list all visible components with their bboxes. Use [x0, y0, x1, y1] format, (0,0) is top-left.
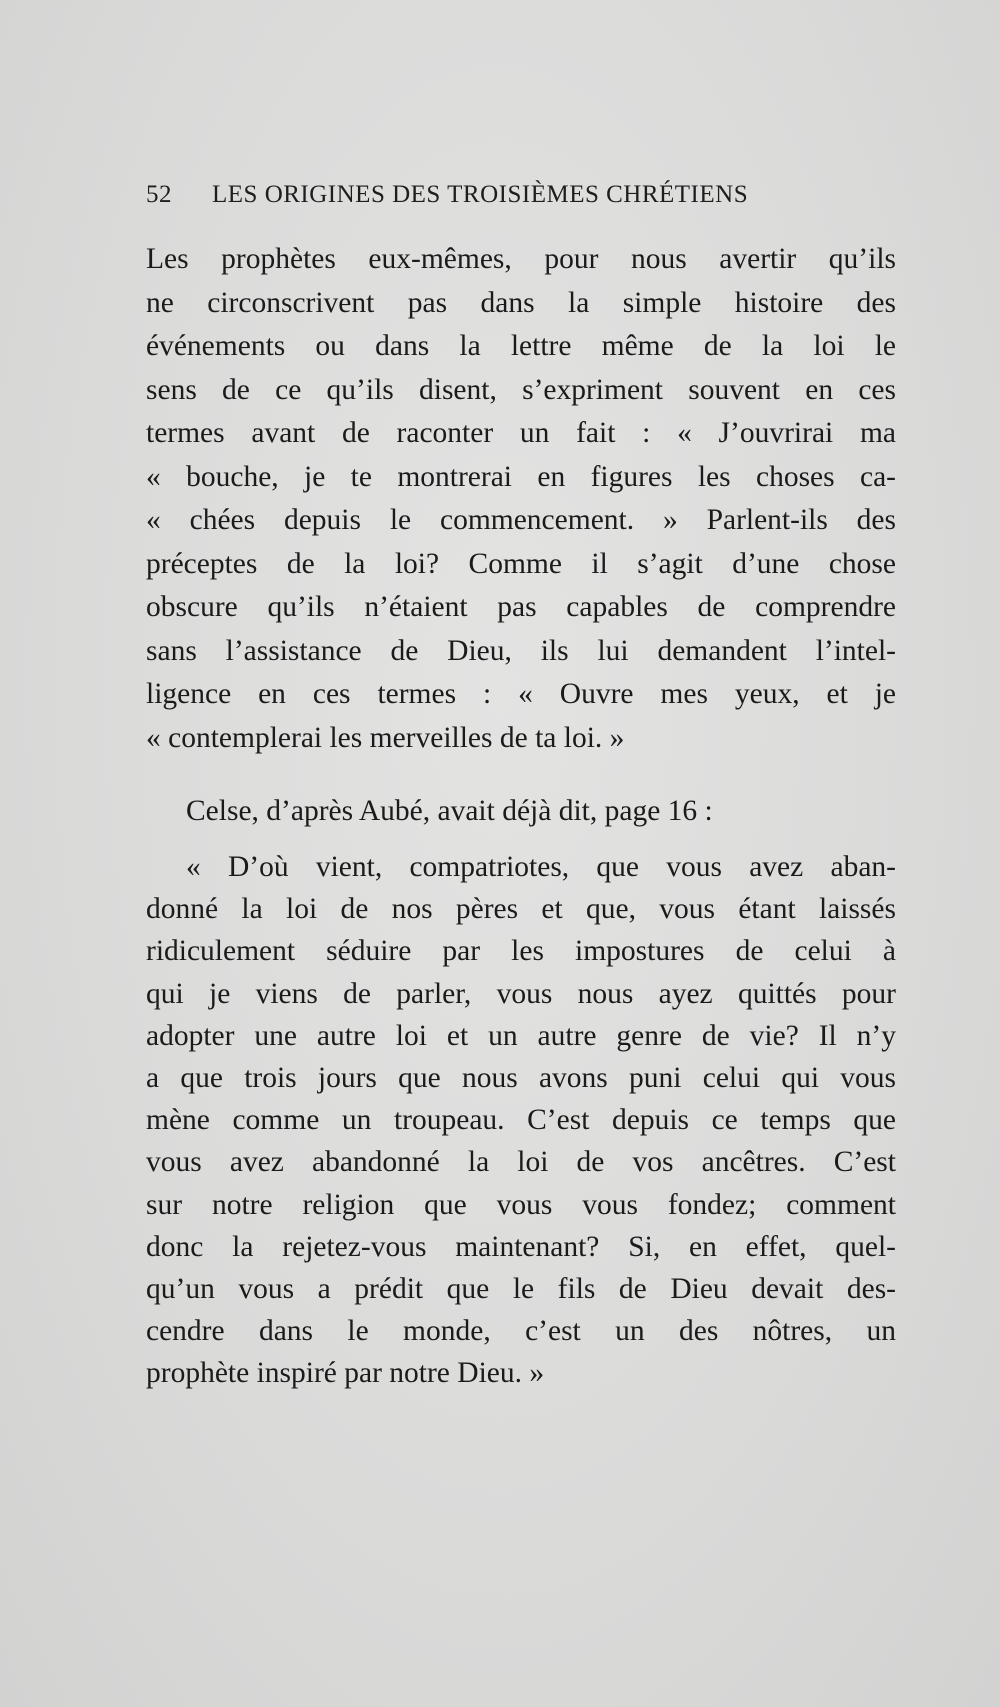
text-line: « D’où vient, compatriotes, que vous avez aban-: [186, 851, 896, 883]
text-line: « chées depuis le commencement. » Parlent-ils des: [146, 504, 896, 536]
paragraph-prophets: [146, 238, 896, 760]
text-line: vous avez abandonné la loi de vos ancêtres. C’est: [146, 1146, 896, 1179]
text-line: sur notre religion que vous vous fondez; comment: [146, 1188, 896, 1221]
text-line: adopter une autre loi et un autre genre de vie? Il n’y: [146, 1019, 896, 1052]
page-number: 52: [146, 181, 172, 208]
text-line: qu’un vous a prédit que le fils de Dieu devait des-: [146, 1272, 896, 1305]
text-line: a que trois jours que nous avons puni celui qui vous: [146, 1061, 896, 1094]
paragraph-celse-quote: [146, 846, 896, 1394]
running-header: [146, 181, 826, 217]
text-line: Celse, d’après Aubé, avait déjà dit, page 16 :: [186, 795, 713, 827]
text-line: termes avant de raconter un fait : « J’ouvrirai ma: [146, 417, 896, 449]
text-line: Les prophètes eux-mêmes, pour nous avertir qu’ils: [146, 243, 896, 275]
text-line: obscure qu’ils n’étaient pas capables de comprendre: [146, 591, 896, 623]
running-title: LES ORIGINES DES TROISIÈMES CHRÉTIENS: [212, 181, 749, 208]
text-line: sens de ce qu’ils disent, s’expriment souvent en ces: [146, 373, 896, 406]
text-line: mène comme un troupeau. C’est depuis ce temps que: [146, 1104, 896, 1137]
text-line: donné la loi de nos pères et que, vous étant laissés: [146, 893, 896, 926]
text-line: prophète inspiré par notre Dieu. »: [146, 1357, 545, 1390]
text-line: ne circonscrivent pas dans la simple histoire des: [146, 286, 896, 319]
text-line: « bouche, je te montrerai en figures les choses ca-: [146, 460, 896, 493]
text-line: donc la rejetez-vous maintenant? Si, en effet, quel-: [146, 1230, 896, 1263]
text-line: ridiculement séduire par les impostures de celui à: [146, 935, 896, 968]
text-line: « contemplerai les merveilles de ta loi. »: [146, 721, 625, 754]
paragraph-celse-intro: [146, 790, 896, 834]
text-line: préceptes de la loi? Comme il s’agit d’une chose: [146, 547, 896, 580]
text-line: sans l’assistance de Dieu, ils lui demandent l’intel-: [146, 634, 896, 667]
text-line: cendre dans le monde, c’est un des nôtres, un: [146, 1315, 896, 1348]
text-line: ligence en ces termes : « Ouvre mes yeux, et je: [146, 678, 896, 710]
text-line: événements ou dans la lettre même de la loi le: [146, 330, 896, 362]
text-line: qui je viens de parler, vous nous ayez quittés pour: [146, 977, 896, 1010]
